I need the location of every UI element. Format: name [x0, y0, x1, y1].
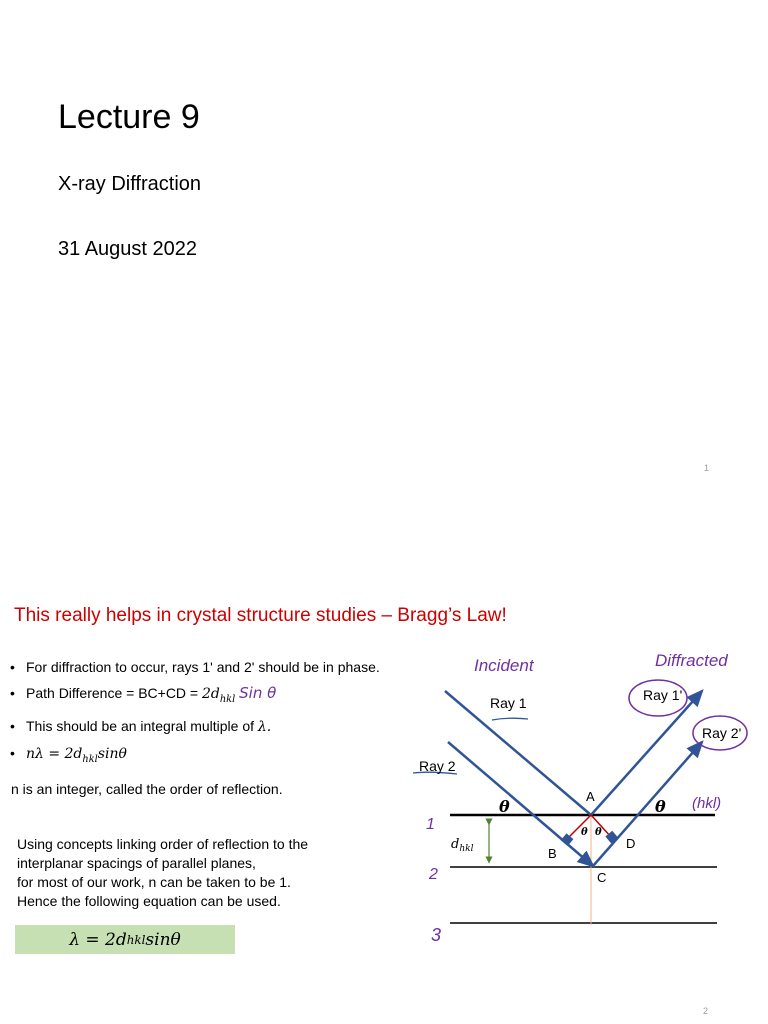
diffracted-ray-1 [591, 691, 702, 815]
theta-left-label: θ [499, 797, 510, 816]
slide2-title: This really helps in crystal structure studies – Bragg’s Law! [14, 605, 507, 626]
point-b-label: B [548, 846, 557, 861]
path-difference-text: Path Difference = BC+CD = [26, 685, 202, 701]
equation-tail: sinθ [145, 929, 181, 950]
concept-line: for most of our work, n can be taken to be 1. [17, 874, 291, 890]
slide1-page-number: 1 [704, 463, 710, 473]
theta-inner-right: θ [595, 827, 602, 838]
hkl-note: (hkl) [692, 795, 722, 812]
slide1-date: 31 August 2022 [58, 238, 198, 260]
plane-3-label: 3 [431, 925, 442, 945]
order-of-reflection-note: n is an integer, called the order of reflection. [11, 781, 283, 797]
concept-line: interplanar spacings of parallel planes, [17, 855, 256, 871]
bragg-eq-sub: hkl [82, 753, 98, 765]
plane-1-label: 1 [426, 816, 435, 833]
ray2-label: Ray 2 [419, 758, 456, 774]
plane-2-label: 2 [429, 866, 438, 883]
equation-main: λ = 2d [69, 929, 127, 950]
theta-right-label: θ [655, 797, 666, 816]
handwritten-sin-theta: Sin θ [239, 684, 277, 702]
theta-inner-left: θ [581, 827, 588, 838]
concept-line: Using concepts linking order of reflection to the [17, 836, 309, 852]
bragg-eq-main: nλ = 2d [26, 745, 83, 762]
point-d-label: D [626, 836, 636, 851]
integral-multiple-text: This should be an integral multiple of [26, 717, 258, 734]
path-difference-sub: hkl [219, 693, 236, 705]
bullet-phase: • For diffraction to occur, rays 1' and 2' should be in phase. [10, 658, 402, 676]
point-a-label: A [586, 789, 595, 804]
lambda-symbol: λ. [257, 718, 272, 735]
slide1-subtitle: X-ray Diffraction [58, 173, 202, 195]
equation-sub: hkl [126, 932, 146, 947]
slide1-title: Lecture 9 [58, 98, 200, 136]
d-hkl-label [451, 837, 474, 854]
incident-label: Incident [474, 656, 534, 675]
point-c-label: C [597, 870, 607, 885]
ray2p-label: Ray 2' [702, 725, 742, 741]
path-difference-math: 2d [202, 686, 220, 702]
d-hkl-sub: hkl [459, 844, 474, 854]
bragg-eq-tail: sinθ [97, 745, 127, 762]
d-hkl-main: d [451, 837, 460, 852]
concept-line: Hence the following equation can be used. [17, 893, 281, 909]
ray1-label: Ray 1 [490, 695, 527, 711]
slide2-page-number: 2 [703, 1006, 709, 1016]
diffracted-label: Diffracted [655, 651, 728, 670]
ray1p-label: Ray 1' [643, 687, 683, 703]
diffracted-ray-2 [593, 742, 702, 866]
ray1-underline [492, 718, 528, 720]
